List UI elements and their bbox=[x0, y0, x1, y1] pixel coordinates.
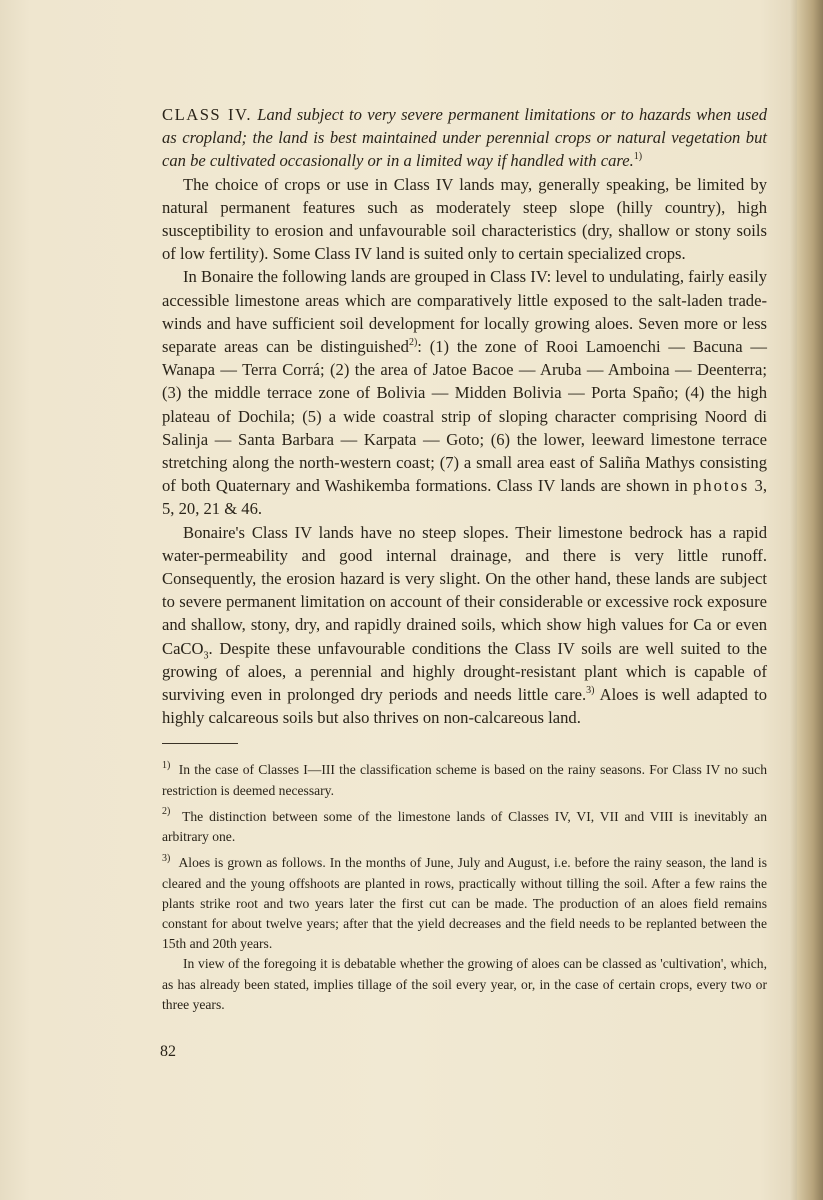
paragraph-3 bbox=[162, 521, 767, 730]
subscript-3: 3 bbox=[203, 649, 209, 661]
paragraph-2 bbox=[162, 265, 767, 520]
footnote-2-text: The distinction between some of the limestone lands of Classes IV, VI, VII and VIII is inevitably an arbitrary one. bbox=[162, 808, 767, 845]
paragraph-1: The choice of crops or use in Class IV lands may, generally speaking, be limited by natural permanent features such as moderately steep slope (hilly country), high susceptibility to erosion and unfavourable soil characteristics (dry, shallow or stony soils of low fertility). Some Class IV land is suited only to certain specialized crops. bbox=[162, 174, 767, 264]
footnote-3-text: Aloes is grown as follows. In the months of June, July and August, i.e. before the rainy season, the land is cleared and the young offshoots are planted in rows, practically without tilling the soil. After a few rains the plants strike root and two years later the first cut can be made. The production of an aloes field remains constant for about twelve years; after that the yield decreases and the field needs to be replanted between the 15th and 20th years. bbox=[162, 855, 767, 952]
footnotes bbox=[162, 760, 767, 1014]
paragraph-3-text-c: Aloes is well adapted to highly calcareous soils but also thrives on non-calcareous land. bbox=[162, 685, 767, 728]
footnote-3 bbox=[162, 853, 767, 954]
footnote-ref-3: 3) bbox=[586, 684, 595, 696]
footnote-2-mark: 2) bbox=[162, 806, 171, 818]
paragraph-2-text-b: : (1) the zone of Rooi Lamoenchi — Bacuna — Wanapa — Terra Corrá; (2) the area of Jatoe Bacoe — Aruba — Amboina — Deenterra; (3) the middle terrace zone of Bolivia — Midden Bolivia — Porta Spaño; (4) the high plateau of Dochila; (5) a wide coastral strip of sloping character comprising Noord di Salinja — Santa Barbara — Karpata — Goto; (6) the lower, leeward limestone terrace stretching along the north-western coast; (7) a small area east of Saliña Mathys consisting of both Quaternary and Washikemba formations. Class IV lands are shown in bbox=[162, 337, 767, 496]
footnote-1-mark: 1) bbox=[162, 759, 171, 771]
class-heading bbox=[162, 103, 767, 173]
photos-list: 3, 5, 20, 21 & 46. bbox=[162, 476, 767, 519]
page-number: 82 bbox=[160, 1043, 176, 1060]
page-edge bbox=[797, 0, 823, 1200]
photos-word: photos bbox=[692, 476, 750, 496]
footnote-3-mark: 3) bbox=[162, 852, 171, 864]
footnote-1 bbox=[162, 760, 767, 800]
main-text bbox=[162, 103, 767, 1021]
footnote-ref-1: 1) bbox=[633, 150, 643, 162]
paragraph-3-text-b: . Despite these unfavourable conditions the Class IV soils are well suited to the growing of aloes, a perennial and highly drought-resistant plant which is capable of surviving even in prolonged dry periods and needs little care. bbox=[162, 638, 767, 705]
class-title: Land subject to very severe permanent limitations or to hazards when used as cropland; the land is best maintained under perennial crops or natural vegetation but can be cultivated occasionally or in a limited way if handled with care. bbox=[162, 105, 767, 171]
footnote-3-continued: In view of the foregoing it is debatable whether the growing of aloes can be classed as 'cultivation', which, as has already been stated, implies tillage of the soil every year, or, in the case of certain crops, every two or three years. bbox=[162, 956, 767, 1012]
paragraph-3-text-a: Bonaire's Class IV lands have no steep slopes. Their limestone bedrock has a rapid water-permeability and good internal drainage, and there is very little runoff. Consequently, the erosion hazard is very slight. On the other hand, these lands are subject to severe permanent limitation on account of their considerable or excessive rock exposure and shallow, stony, dry, and rapidly drained soils, which show high values for Ca or even CaCO bbox=[162, 522, 767, 658]
class-label: CLASS IV. bbox=[162, 105, 252, 124]
footnote-ref-2: 2) bbox=[408, 336, 418, 348]
paragraph-2-text-a: In Bonaire the following lands are grouped in Class IV: level to undulating, fairly easily accessible limestone areas which are comparatively little exposed to the salt-laden trade-winds and have sufficient soil development for locally growing aloes. Seven more or less separate areas can be distinguished bbox=[162, 267, 767, 357]
footnote-rule bbox=[162, 743, 238, 744]
footnote-1-text: In the case of Classes I—III the classification scheme is based on the rainy seasons. For Class IV no such restriction is deemed necessary. bbox=[162, 762, 767, 798]
footnote-2 bbox=[162, 807, 767, 847]
